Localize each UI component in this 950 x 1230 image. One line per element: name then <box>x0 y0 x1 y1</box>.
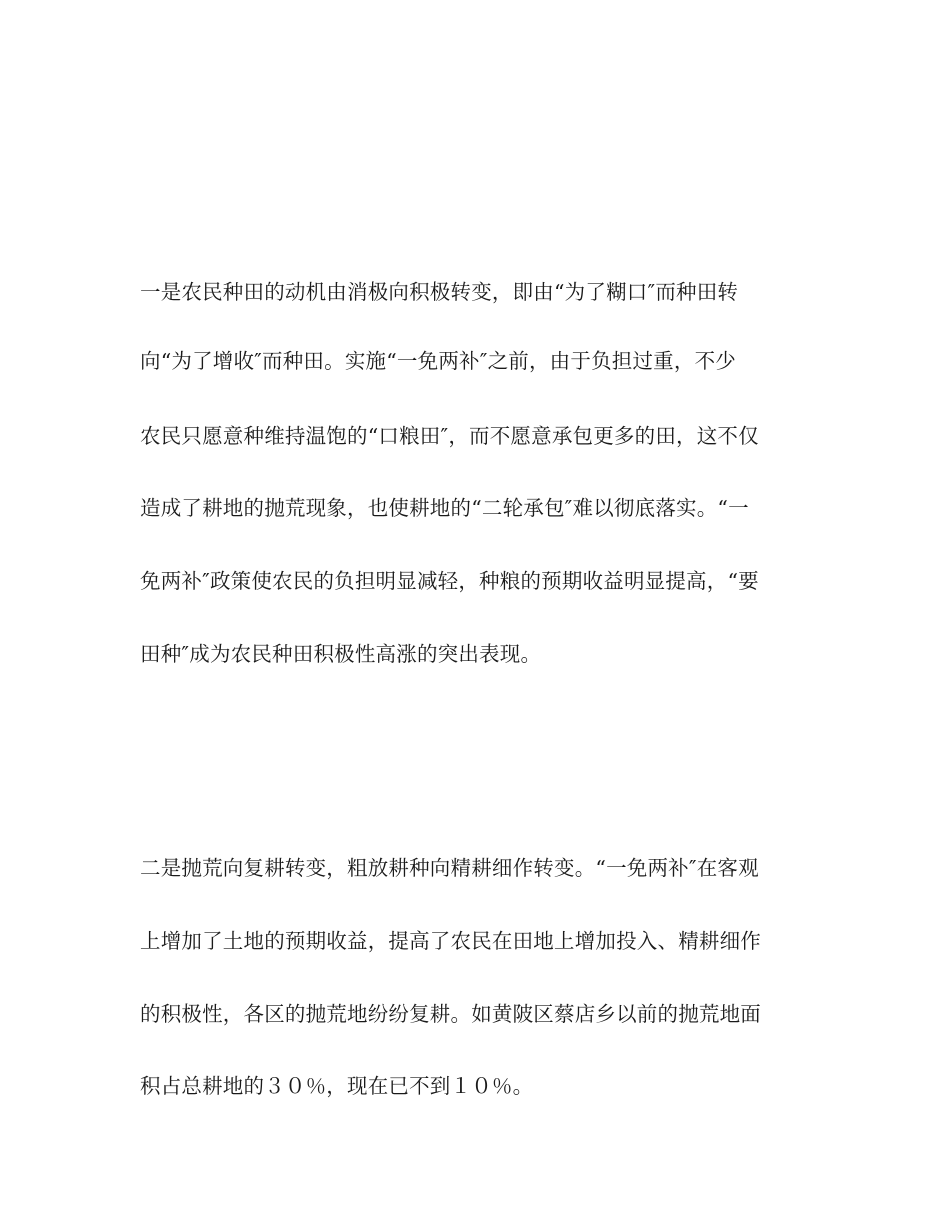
paragraph-line: 田种″成为农民种田积极性高涨的突出表现。 <box>140 642 542 666</box>
paragraph-line: 的积极性，各区的抛荒地纷纷复耕。如黄陂区蔡店乡以前的抛荒地面 <box>140 1002 761 1026</box>
paragraph-line: 二是抛荒向复耕转变，粗放耕种向精耕细作转变。“一免两补″在客观 <box>140 856 759 880</box>
paragraph-line: 免两补″政策使农民的负担明显减轻，种粮的预期收益明显提高，“要 <box>140 569 759 593</box>
paragraph-line: 向“为了增收″而种田。实施“一免两补″之前，由于负担过重，不少 <box>140 349 736 373</box>
paragraph-line: 一是农民种田的动机由消极向积极转变，即由“为了糊口″而种田转 <box>140 280 739 304</box>
paragraph-line: 积占总耕地的３０％，现在已不到１０％。 <box>140 1074 534 1098</box>
paragraph-line: 造成了耕地的抛荒现象，也使耕地的“二轮承包″难以彻底落实。“一 <box>140 496 749 520</box>
paragraph-line: 上增加了土地的预期收益，提高了农民在田地上增加投入、精耕细作 <box>140 929 761 953</box>
paragraph-line: 农民只愿意种维持温饱的“口粮田″，而不愿意承包更多的田，这不仅 <box>140 424 759 448</box>
